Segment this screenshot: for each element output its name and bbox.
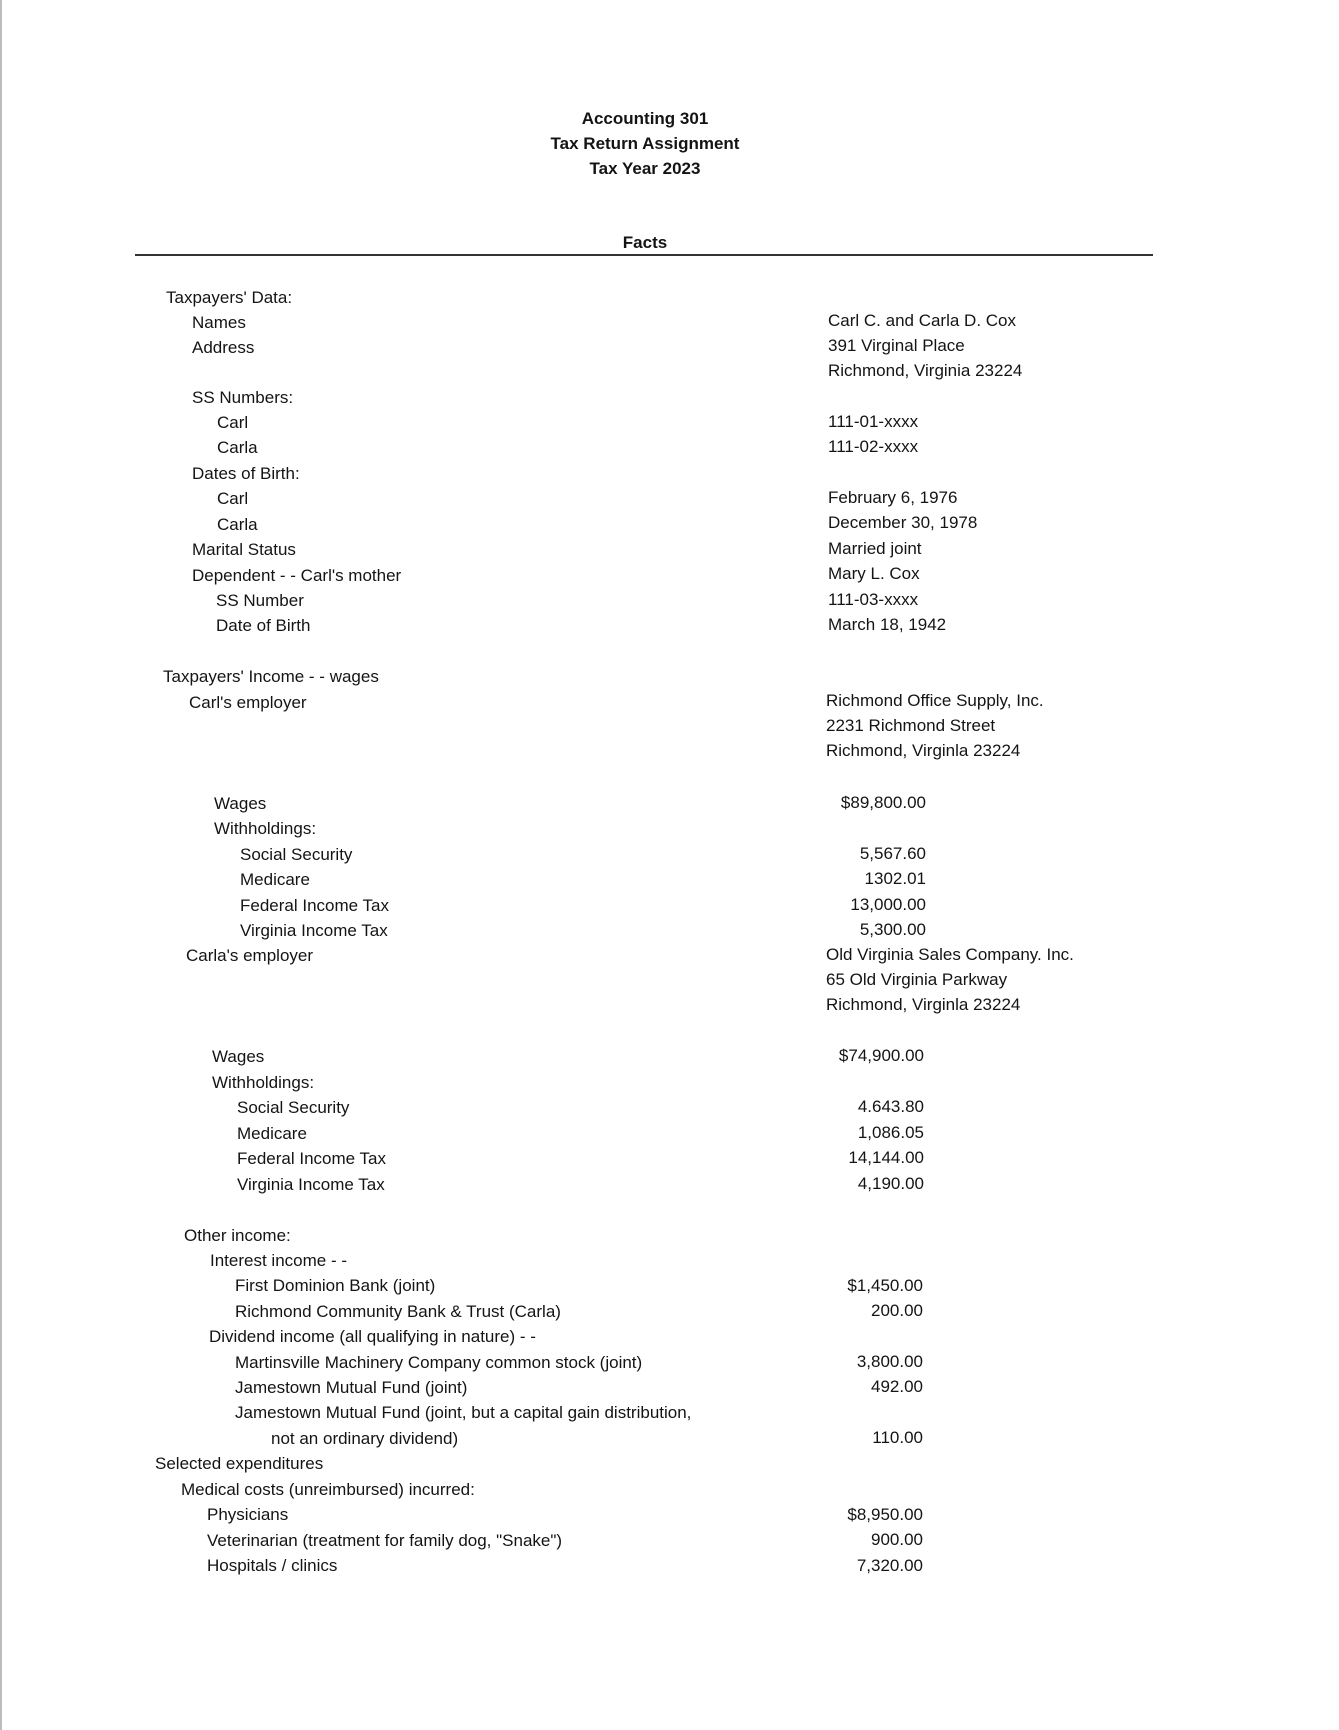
carl-medicare-value: 1302.01 (864, 869, 926, 888)
selected-expenditures-label: Selected expenditures (155, 1454, 324, 1473)
martinsville-label: Martinsville Machinery Company common stock (joint) (235, 1353, 643, 1372)
carl-va-tax-value: 5,300.00 (859, 920, 926, 939)
jamestown-label: Jamestown Mutual Fund (joint) (235, 1378, 468, 1397)
facts-heading: Facts (622, 233, 668, 252)
carl-ss-tax-label: Social Security (240, 845, 353, 864)
jamestown-value: 492.00 (871, 1377, 923, 1396)
ss-numbers-label: SS Numbers: (192, 388, 294, 407)
other-income-label: Other income: (184, 1226, 291, 1245)
carla-wages-value: $74,900.00 (838, 1046, 924, 1065)
first-dominion-value: $1,450.00 (847, 1276, 923, 1295)
carl-fed-tax-value: 13,000.00 (850, 895, 926, 914)
carla-employer-line-3: Richmond, Virginla 23224 (826, 995, 1021, 1014)
carl-dob-value: February 6, 1976 (828, 488, 958, 507)
hospitals-label: Hospitals / clinics (207, 1556, 338, 1575)
carla-employer-line-1: Old Virginia Sales Company. Inc. (826, 945, 1074, 964)
carl-withholdings-label: Withholdings: (214, 819, 317, 838)
dependent-label: Dependent - - Carl's mother (192, 566, 402, 585)
hospitals-value: 7,320.00 (856, 1556, 923, 1575)
carl-ss-tax-value: 5,567.60 (859, 844, 926, 863)
marital-status-value: Married joint (828, 539, 922, 558)
marital-status-label: Marital Status (192, 540, 296, 559)
richmond-community-label: Richmond Community Bank & Trust (Carla) (235, 1302, 561, 1321)
jamestown-cg-label-line-1: Jamestown Mutual Fund (joint, but a capital gain distribution, (235, 1403, 692, 1422)
medical-costs-label: Medical costs (unreimbursed) incurred: (181, 1480, 475, 1499)
address-label: Address (192, 338, 255, 357)
carla-employer-line-2: 65 Old Virginia Parkway (826, 970, 1008, 989)
carla-medicare-value: 1,086.05 (857, 1123, 924, 1142)
tax-year: Tax Year 2023 (589, 159, 701, 178)
address-line-2: Richmond, Virginia 23224 (828, 361, 1023, 380)
carl-employer-line-3: Richmond, Virginla 23224 (826, 741, 1021, 760)
carl-employer-label: Carl's employer (189, 693, 307, 712)
jamestown-cg-value: 110.00 (872, 1428, 923, 1447)
carl-ss-value: 111-01-xxxx (828, 412, 919, 431)
jamestown-cg-label-line-2: not an ordinary dividend) (271, 1429, 459, 1448)
carla-dob-value: December 30, 1978 (828, 513, 978, 532)
dependent-ss-value: 111-03-xxxx (828, 590, 919, 609)
physicians-label: Physicians (207, 1505, 289, 1524)
taxpayers-income-label: Taxpayers' Income - - wages (163, 667, 379, 686)
carla-withholdings-label: Withholdings: (212, 1073, 315, 1092)
dependent-dob-label: Date of Birth (216, 616, 311, 635)
carla-fed-tax-label: Federal Income Tax (237, 1149, 386, 1168)
carl-va-tax-label: Virginia Income Tax (240, 921, 388, 940)
dependent-dob-value: March 18, 1942 (828, 615, 947, 634)
carla-va-tax-value: 4,190.00 (857, 1174, 924, 1193)
scan-edge (0, 0, 2, 1730)
carl-fed-tax-label: Federal Income Tax (240, 896, 389, 915)
course-title: Accounting 301 (581, 109, 709, 128)
veterinarian-label: Veterinarian (treatment for family dog, "Snake") (207, 1531, 563, 1550)
carl-dob-label: Carl (217, 489, 249, 508)
heading-rule (135, 254, 1153, 256)
assignment-title: Tax Return Assignment (550, 134, 740, 153)
carl-employer-line-2: 2231 Richmond Street (826, 716, 996, 735)
carl-ss-label: Carl (217, 413, 249, 432)
carl-employer-line-1: Richmond Office Supply, Inc. (826, 691, 1044, 710)
carl-wages-label: Wages (214, 794, 267, 813)
carla-ss-label: Carla (217, 438, 258, 457)
carl-medicare-label: Medicare (240, 870, 310, 889)
interest-income-label: Interest income - - (210, 1251, 347, 1270)
dependent-ss-label: SS Number (216, 591, 304, 610)
carla-ss-value: 111-02-xxxx (828, 437, 919, 456)
taxpayers-data-label: Taxpayers' Data: (166, 288, 293, 307)
richmond-community-value: 200.00 (871, 1301, 923, 1320)
carla-ss-tax-value: 4.643.80 (857, 1097, 924, 1116)
names-value: Carl C. and Carla D. Cox (828, 311, 1017, 330)
carla-fed-tax-value: 14,144.00 (848, 1148, 924, 1167)
martinsville-value: 3,800.00 (856, 1352, 923, 1371)
dividend-income-label: Dividend income (all qualifying in nature) - - (209, 1327, 536, 1346)
carl-wages-value: $89,800.00 (840, 793, 926, 812)
carla-dob-label: Carla (217, 515, 258, 534)
dates-of-birth-label: Dates of Birth: (192, 464, 300, 483)
physicians-value: $8,950.00 (847, 1505, 923, 1524)
veterinarian-value: 900.00 (871, 1530, 923, 1549)
carla-employer-label: Carla's employer (186, 946, 314, 965)
first-dominion-label: First Dominion Bank (joint) (235, 1276, 436, 1295)
carla-medicare-label: Medicare (237, 1124, 307, 1143)
carla-va-tax-label: Virginia Income Tax (237, 1175, 385, 1194)
carla-ss-tax-label: Social Security (237, 1098, 350, 1117)
dependent-name: Mary L. Cox (828, 564, 920, 583)
address-line-1: 391 Virginal Place (828, 336, 965, 355)
carla-wages-label: Wages (212, 1047, 265, 1066)
names-label: Names (192, 313, 246, 332)
